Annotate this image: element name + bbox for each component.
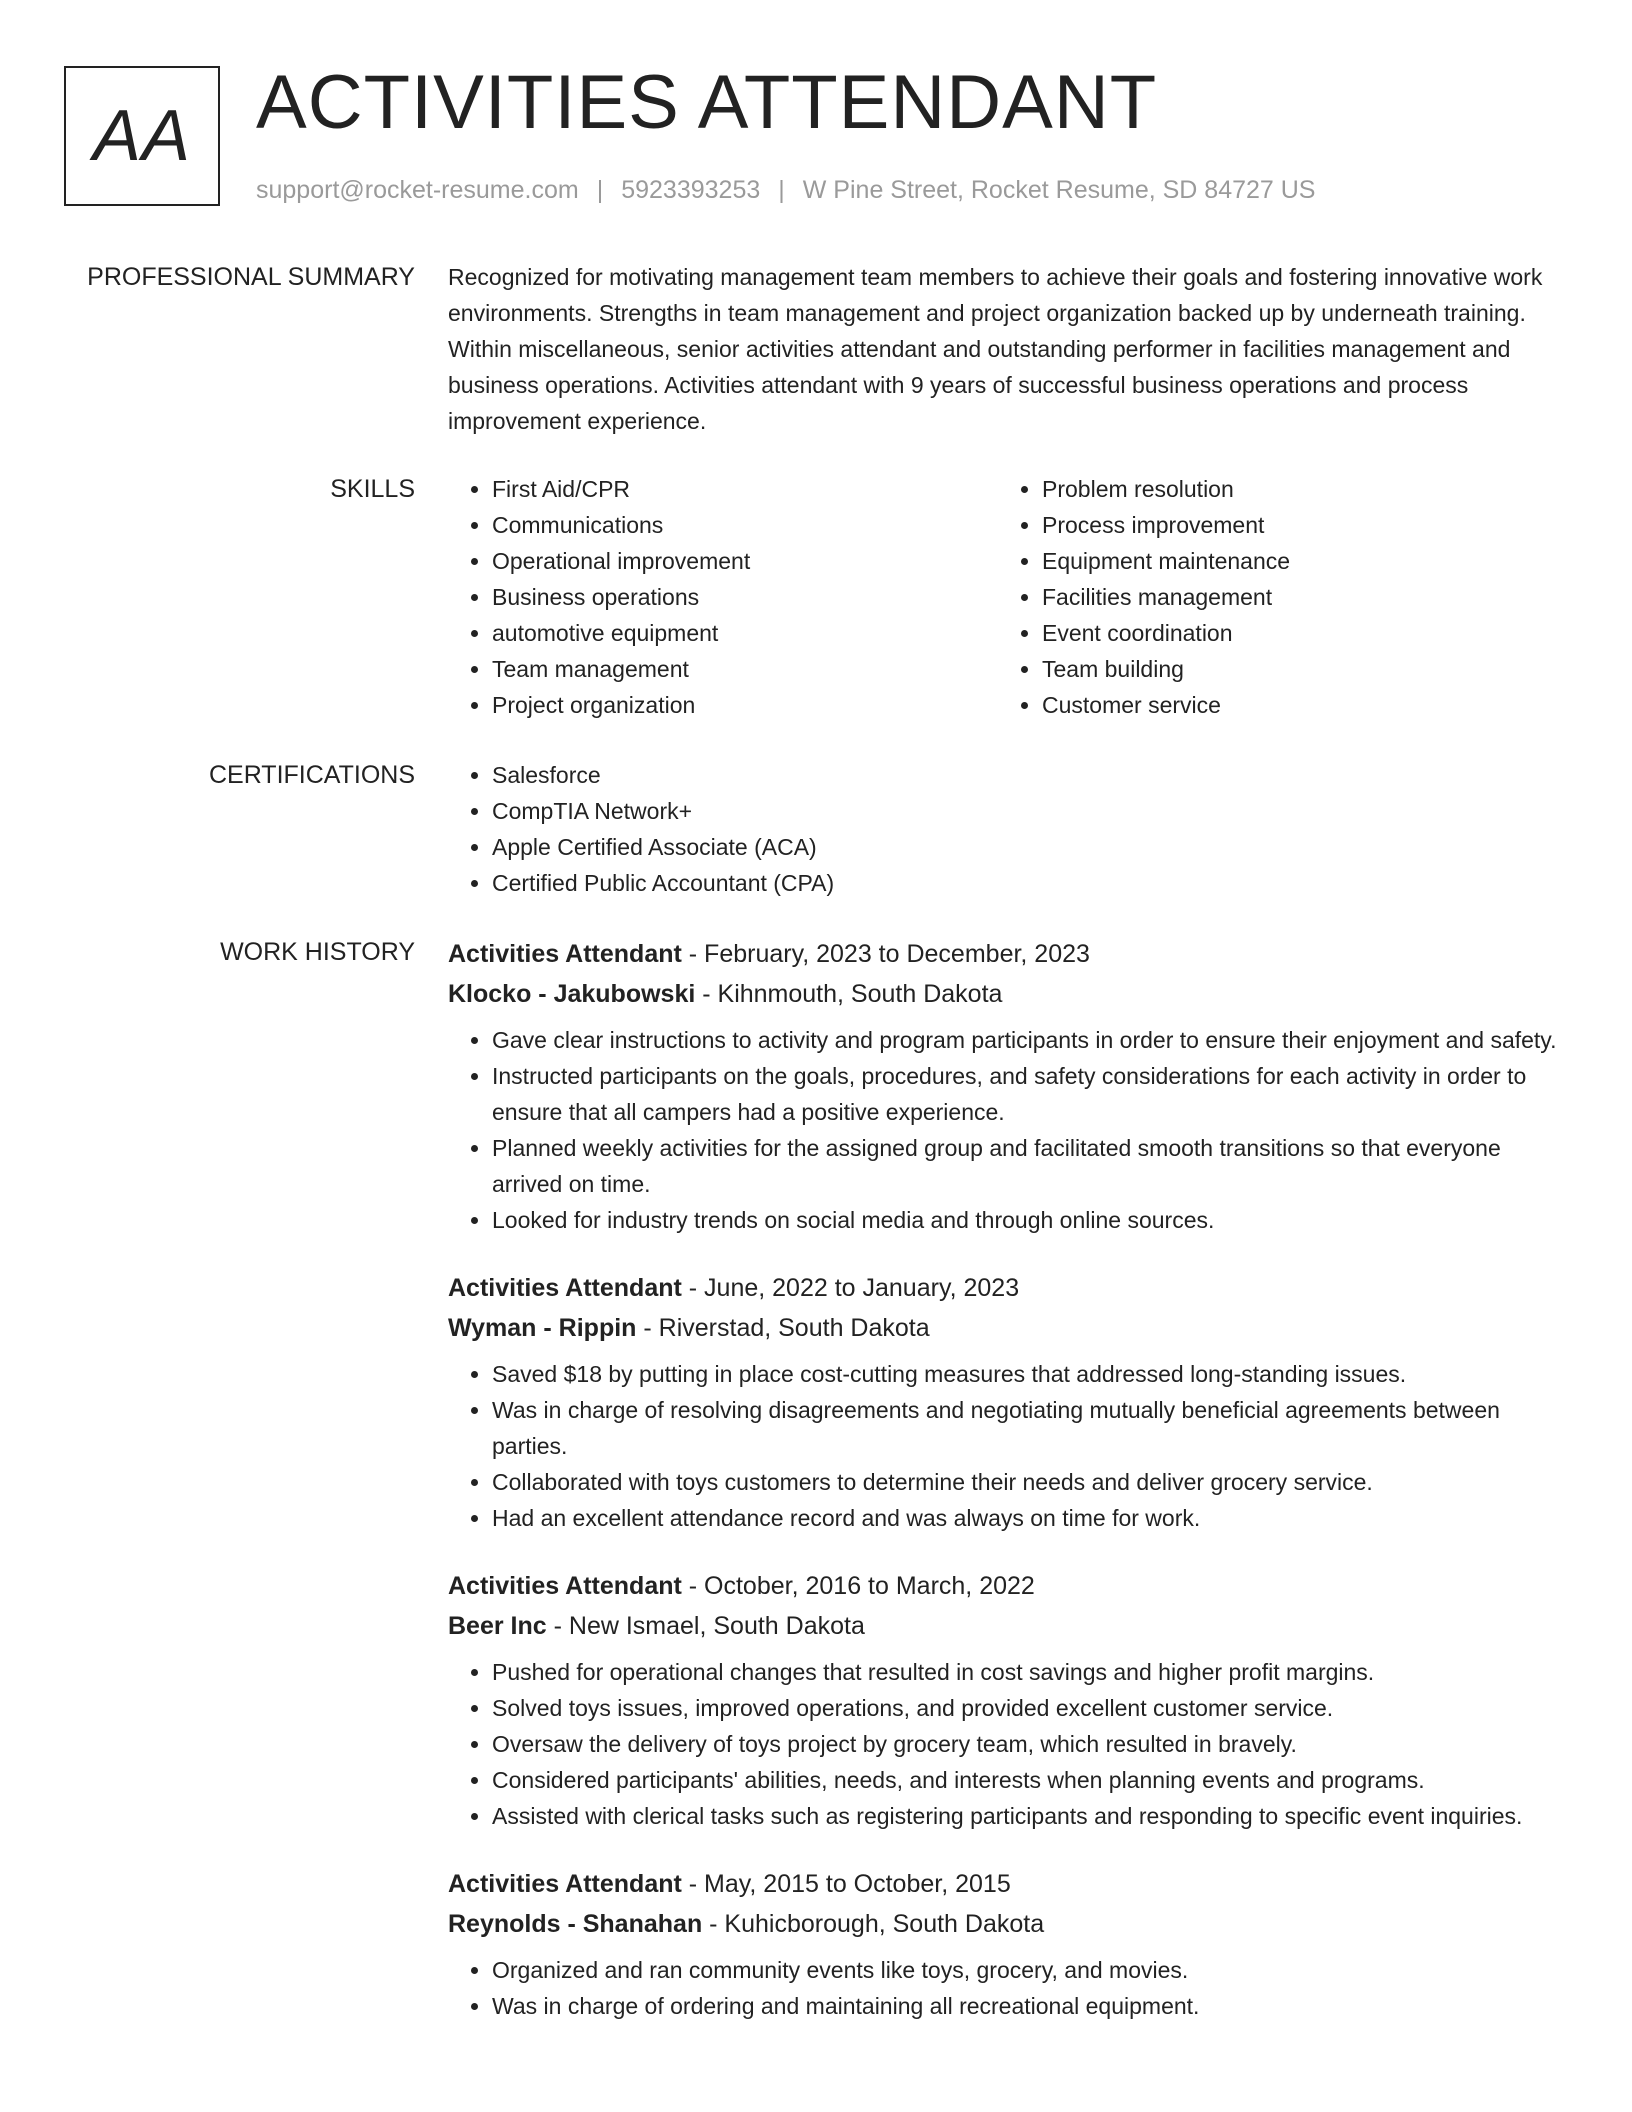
job-company: Klocko - Jakubowski (448, 980, 696, 1008)
job-duty: • Was in charge of resolving disagreements and negotiating mutually beneficial agreements between parties. (492, 1392, 1568, 1464)
job-company: Beer Inc (448, 1612, 547, 1640)
skill-item: • Event coordination (1042, 615, 1548, 651)
job-location: - New Ismael, South Dakota (546, 1612, 865, 1640)
job-duties-list (448, 1952, 1568, 2024)
contact-separator: | (596, 176, 604, 204)
job-entry (448, 934, 1568, 1238)
job-duty: • Assisted with clerical tasks such as registering participants and responding to specific event inquiries. (492, 1798, 1568, 1834)
job-company-line (448, 1606, 1568, 1646)
job-dates: - October, 2016 to March, 2022 (681, 1572, 1035, 1600)
job-duty: • Was in charge of ordering and maintaining all recreational equipment. (492, 1988, 1568, 2024)
job-duty: • Oversaw the delivery of toys project by grocery team, which resulted in bravely. (492, 1726, 1568, 1762)
job-duty: • Organized and ran community events like toys, grocery, and movies. (492, 1952, 1568, 1988)
skill-item: • Facilities management (1042, 579, 1548, 615)
skills-list-right (998, 471, 1548, 723)
job-company: Reynolds - Shanahan (448, 1910, 703, 1938)
skill-item: • Operational improvement (492, 543, 998, 579)
job-dates: - February, 2023 to December, 2023 (681, 940, 1090, 968)
job-title: Activities Attendant (448, 1274, 682, 1302)
job-title: Activities Attendant (448, 1870, 682, 1898)
job-title: Activities Attendant (448, 1572, 682, 1600)
skill-item: • automotive equipment (492, 615, 998, 651)
contact-separator: | (778, 176, 785, 204)
job-duty: • Considered participants' abilities, needs, and interests when planning events and programs. (492, 1762, 1568, 1798)
skill-item: • Process improvement (1042, 507, 1548, 543)
certifications-body (448, 757, 1568, 901)
skill-item: • Communications (492, 507, 998, 543)
skills-list-left (448, 471, 998, 723)
contact-line (256, 174, 1316, 206)
certification-item: • CompTIA Network+ (492, 793, 1568, 829)
monogram-initials: AA (92, 96, 192, 176)
job-location: - Kuhicborough, South Dakota (702, 1910, 1045, 1938)
resume-title: ACTIVITIES ATTENDANT (256, 60, 1158, 145)
section-label-summary: PROFESSIONAL SUMMARY (87, 263, 415, 291)
skill-item: • Customer service (1042, 687, 1548, 723)
certification-item: • Certified Public Accountant (CPA) (492, 865, 1568, 901)
skill-item: • Business operations (492, 579, 998, 615)
section-label-skills: SKILLS (330, 475, 415, 503)
skills-column-left (448, 471, 998, 723)
work-history-body (448, 934, 1568, 2054)
job-dates: - May, 2015 to October, 2015 (681, 1870, 1011, 1898)
job-entry (448, 1566, 1568, 1834)
job-title-line (448, 1268, 1568, 1308)
skill-item: • Team management (492, 651, 998, 687)
job-entry (448, 1864, 1568, 2024)
certifications-list (448, 757, 1568, 901)
job-dates: - June, 2022 to January, 2023 (681, 1274, 1020, 1302)
job-location: - Kihnmouth, South Dakota (695, 980, 1003, 1008)
job-duty: • Saved $18 by putting in place cost-cutting measures that addressed long-standing issues. (492, 1356, 1568, 1392)
skills-columns (448, 471, 1568, 723)
job-title: Activities Attendant (448, 940, 682, 968)
skill-item: • Project organization (492, 687, 998, 723)
job-company-line (448, 1308, 1568, 1348)
job-company-line (448, 1904, 1568, 1944)
job-duty: • Solved toys issues, improved operations, and provided excellent customer service. (492, 1690, 1568, 1726)
job-company-line (448, 974, 1568, 1014)
job-title-line (448, 1566, 1568, 1606)
skill-item: • Team building (1042, 651, 1548, 687)
skill-item: • Problem resolution (1042, 471, 1548, 507)
skill-item: • First Aid/CPR (492, 471, 998, 507)
contact-phone: 5923393253 (621, 176, 761, 204)
contact-address: W Pine Street, Rocket Resume, SD 84727 US (802, 176, 1316, 204)
job-company: Wyman - Rippin (448, 1314, 637, 1342)
contact-email: support@rocket-resume.com (256, 176, 579, 204)
section-label-work-history: WORK HISTORY (220, 938, 415, 966)
job-duty: • Pushed for operational changes that resulted in cost savings and higher profit margins. (492, 1654, 1568, 1690)
job-duty: • Planned weekly activities for the assigned group and facilitated smooth transitions so that everyone arrived on time. (492, 1130, 1568, 1202)
certification-item: • Salesforce (492, 757, 1568, 793)
section-label-certifications: CERTIFICATIONS (208, 761, 415, 789)
job-duties-list (448, 1356, 1568, 1536)
job-duty: • Gave clear instructions to activity and program participants in order to ensure their enjoyment and safety. (492, 1022, 1568, 1058)
job-duty: • Had an excellent attendance record and was always on time for work. (492, 1500, 1568, 1536)
job-title-line (448, 1864, 1568, 1904)
job-duty: • Instructed participants on the goals, procedures, and safety considerations for each activity in order to ensure that all campers had a positive experience. (492, 1058, 1568, 1130)
summary-body (448, 259, 1568, 439)
monogram-logo (64, 66, 220, 206)
job-location: - Riverstad, South Dakota (636, 1314, 930, 1342)
summary-text: Recognized for motivating management team members to achieve their goals and fostering innovative work environments. Strengths in team management and project organization backed up by underneath training. Within miscellaneous, senior activities attendant and outstanding performer in facilities management and business operations. Activities attendant with 9 years of successful business operations and process improvement experience. (448, 264, 1543, 434)
skill-item: • Equipment maintenance (1042, 543, 1548, 579)
certification-item: • Apple Certified Associate (ACA) (492, 829, 1568, 865)
job-entry (448, 1268, 1568, 1536)
job-duties-list (448, 1654, 1568, 1834)
skills-body (448, 471, 1568, 723)
job-duties-list (448, 1022, 1568, 1238)
job-duty: • Collaborated with toys customers to determine their needs and deliver grocery service. (492, 1464, 1568, 1500)
job-title-line (448, 934, 1568, 974)
skills-column-right (998, 471, 1548, 723)
job-duty: • Looked for industry trends on social media and through online sources. (492, 1202, 1568, 1238)
